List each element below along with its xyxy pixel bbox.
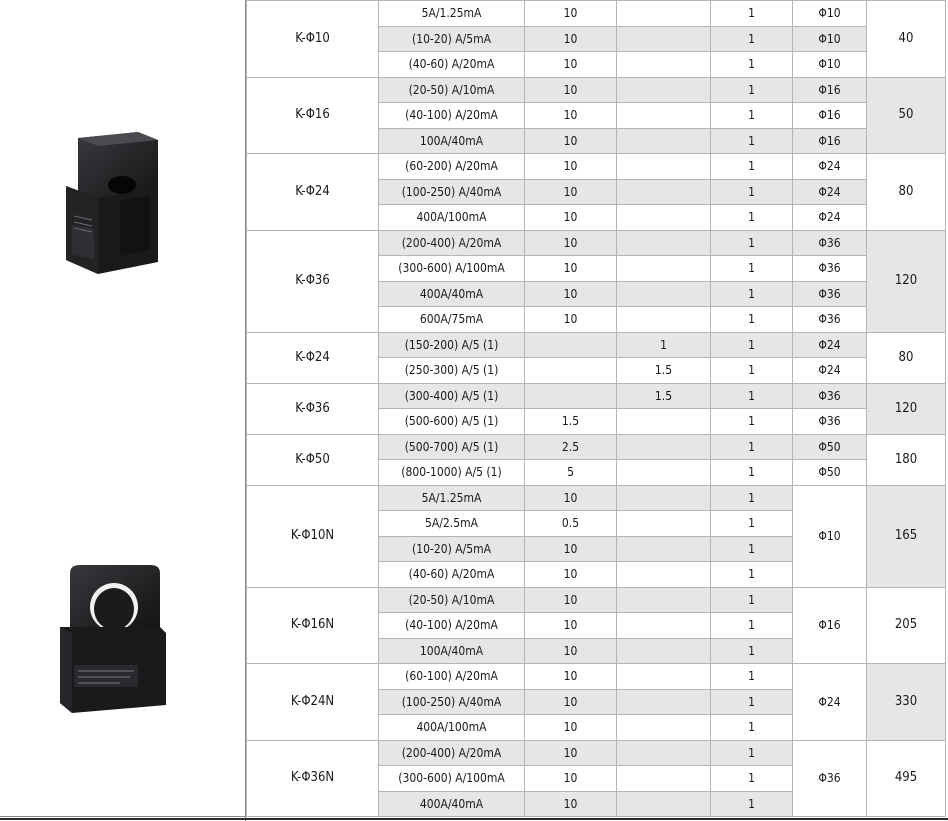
hole-diameter-cell: Φ50 [793, 460, 867, 486]
table-row [247, 587, 946, 613]
accuracy-cell: 10 [525, 179, 617, 205]
quantity-cell: 1 [711, 638, 793, 664]
ratio-cell: (100-250) A/40mA [379, 179, 525, 205]
ct-round-window-photo [0, 487, 246, 819]
accuracy-cell: 0.5 [525, 511, 617, 537]
quantity-cell: 1 [711, 715, 793, 741]
accuracy-class-cell [617, 409, 711, 435]
accuracy-class-cell [617, 256, 711, 282]
table-row [247, 485, 946, 511]
model-cell: K-Φ24N [247, 664, 379, 741]
hole-diameter-cell: Φ36 [793, 307, 867, 333]
accuracy-class-cell [617, 791, 711, 817]
ratio-cell: (60-100) A/20mA [379, 664, 525, 690]
hole-diameter-cell: Φ24 [793, 332, 867, 358]
photo-divider [0, 816, 246, 817]
hole-diameter-cell: Φ10 [793, 485, 867, 587]
quantity-cell: 1 [711, 230, 793, 256]
quantity-cell: 1 [711, 434, 793, 460]
ratio-cell: 100A/40mA [379, 128, 525, 154]
quantity-cell: 1 [711, 26, 793, 52]
price-cell: 495 [867, 740, 946, 817]
ratio-cell: (500-600) A/5 (1) [379, 409, 525, 435]
accuracy-class-cell [617, 715, 711, 741]
accuracy-class-cell: 1.5 [617, 383, 711, 409]
ratio-cell: 5A/1.25mA [379, 485, 525, 511]
hole-diameter-cell: Φ24 [793, 154, 867, 180]
accuracy-cell: 10 [525, 766, 617, 792]
accuracy-cell: 10 [525, 52, 617, 78]
hole-diameter-cell: Φ10 [793, 1, 867, 27]
table-row [247, 434, 946, 460]
hole-diameter-cell: Φ16 [793, 77, 867, 103]
accuracy-class-cell [617, 52, 711, 78]
table-row [247, 740, 946, 766]
table-row [247, 1, 946, 27]
accuracy-cell: 10 [525, 485, 617, 511]
model-cell: K-Φ50 [247, 434, 379, 485]
price-cell: 165 [867, 485, 946, 587]
accuracy-class-cell: 1.5 [617, 358, 711, 384]
accuracy-class-cell [617, 689, 711, 715]
accuracy-cell: 10 [525, 307, 617, 333]
accuracy-class-cell [617, 587, 711, 613]
accuracy-cell: 10 [525, 1, 617, 27]
model-cell: K-Φ10 [247, 1, 379, 78]
product-photo-kn-series [0, 487, 246, 819]
quantity-cell: 1 [711, 205, 793, 231]
accuracy-class-cell [617, 307, 711, 333]
quantity-cell: 1 [711, 791, 793, 817]
table-bottom-rule [0, 818, 948, 820]
ratio-cell: (40-100) A/20mA [379, 613, 525, 639]
table-row [247, 154, 946, 180]
accuracy-cell: 10 [525, 230, 617, 256]
accuracy-class-cell [617, 1, 711, 27]
accuracy-cell: 10 [525, 664, 617, 690]
ratio-cell: 400A/100mA [379, 715, 525, 741]
accuracy-class-cell [617, 460, 711, 486]
quantity-cell: 1 [711, 587, 793, 613]
quantity-cell: 1 [711, 154, 793, 180]
product-photo-k-series [0, 0, 246, 487]
quantity-cell: 1 [711, 52, 793, 78]
accuracy-class-cell [617, 281, 711, 307]
accuracy-class-cell [617, 103, 711, 129]
accuracy-cell [525, 358, 617, 384]
quantity-cell: 1 [711, 103, 793, 129]
model-cell: K-Φ36 [247, 383, 379, 434]
accuracy-class-cell [617, 434, 711, 460]
accuracy-cell: 10 [525, 791, 617, 817]
hole-diameter-cell: Φ24 [793, 664, 867, 741]
accuracy-class-cell [617, 154, 711, 180]
ratio-cell: (20-50) A/10mA [379, 587, 525, 613]
hole-diameter-cell: Φ36 [793, 230, 867, 256]
accuracy-class-cell [617, 511, 711, 537]
quantity-cell: 1 [711, 766, 793, 792]
model-cell: K-Φ36 [247, 230, 379, 332]
accuracy-cell: 10 [525, 128, 617, 154]
price-cell: 40 [867, 1, 946, 78]
quantity-cell: 1 [711, 689, 793, 715]
ratio-cell: (10-20) A/5mA [379, 26, 525, 52]
model-cell: K-Φ16 [247, 77, 379, 154]
price-cell: 330 [867, 664, 946, 741]
quantity-cell: 1 [711, 128, 793, 154]
quantity-cell: 1 [711, 358, 793, 384]
table-row [247, 230, 946, 256]
accuracy-cell: 10 [525, 26, 617, 52]
price-cell: 120 [867, 230, 946, 332]
quantity-cell: 1 [711, 409, 793, 435]
accuracy-class-cell [617, 485, 711, 511]
accuracy-cell: 10 [525, 281, 617, 307]
quantity-cell: 1 [711, 460, 793, 486]
ratio-cell: (200-400) A/20mA [379, 230, 525, 256]
accuracy-cell: 10 [525, 562, 617, 588]
ratio-cell: 600A/75mA [379, 307, 525, 333]
ratio-cell: (300-600) A/100mA [379, 766, 525, 792]
ratio-cell: 5A/2.5mA [379, 511, 525, 537]
hole-diameter-cell: Φ24 [793, 358, 867, 384]
hole-diameter-cell: Φ50 [793, 434, 867, 460]
hole-diameter-cell: Φ16 [793, 128, 867, 154]
quantity-cell: 1 [711, 613, 793, 639]
ratio-cell: (40-60) A/20mA [379, 562, 525, 588]
accuracy-class-cell [617, 638, 711, 664]
hole-diameter-cell: Φ16 [793, 587, 867, 664]
hole-diameter-cell: Φ36 [793, 740, 867, 817]
column-divider [245, 0, 246, 821]
model-cell: K-Φ24 [247, 332, 379, 383]
ratio-cell: (20-50) A/10mA [379, 77, 525, 103]
hole-diameter-cell: Φ36 [793, 409, 867, 435]
hole-diameter-cell: Φ36 [793, 383, 867, 409]
accuracy-class-cell [617, 562, 711, 588]
ratio-cell: 400A/100mA [379, 205, 525, 231]
price-cell: 80 [867, 154, 946, 231]
accuracy-cell: 10 [525, 77, 617, 103]
price-cell: 120 [867, 383, 946, 434]
ratio-cell: (10-20) A/5mA [379, 536, 525, 562]
accuracy-cell: 10 [525, 536, 617, 562]
ratio-cell: (500-700) A/5 (1) [379, 434, 525, 460]
accuracy-class-cell [617, 230, 711, 256]
accuracy-cell: 10 [525, 689, 617, 715]
accuracy-cell: 2.5 [525, 434, 617, 460]
ct-spec-table [246, 0, 946, 817]
ratio-cell: (300-600) A/100mA [379, 256, 525, 282]
accuracy-cell: 10 [525, 638, 617, 664]
quantity-cell: 1 [711, 664, 793, 690]
quantity-cell: 1 [711, 332, 793, 358]
accuracy-class-cell: 1 [617, 332, 711, 358]
table-row [247, 332, 946, 358]
hole-diameter-cell: Φ24 [793, 205, 867, 231]
accuracy-cell: 10 [525, 715, 617, 741]
accuracy-cell: 10 [525, 740, 617, 766]
ratio-cell: (300-400) A/5 (1) [379, 383, 525, 409]
ratio-cell: (100-250) A/40mA [379, 689, 525, 715]
ratio-cell: (40-60) A/20mA [379, 52, 525, 78]
quantity-cell: 1 [711, 307, 793, 333]
hole-diameter-cell: Φ10 [793, 26, 867, 52]
accuracy-class-cell [617, 664, 711, 690]
accuracy-class-cell [617, 536, 711, 562]
accuracy-cell [525, 383, 617, 409]
hole-diameter-cell: Φ36 [793, 281, 867, 307]
price-cell: 205 [867, 587, 946, 664]
quantity-cell: 1 [711, 511, 793, 537]
accuracy-cell: 1.5 [525, 409, 617, 435]
quantity-cell: 1 [711, 256, 793, 282]
ratio-cell: (60-200) A/20mA [379, 154, 525, 180]
model-cell: K-Φ36N [247, 740, 379, 817]
accuracy-cell [525, 332, 617, 358]
quantity-cell: 1 [711, 1, 793, 27]
ratio-cell: 400A/40mA [379, 281, 525, 307]
hole-diameter-cell: Φ24 [793, 179, 867, 205]
accuracy-class-cell [617, 205, 711, 231]
price-cell: 50 [867, 77, 946, 154]
model-cell: K-Φ10N [247, 485, 379, 587]
ratio-cell: (150-200) A/5 (1) [379, 332, 525, 358]
ct-square-photo [0, 0, 246, 487]
accuracy-class-cell [617, 77, 711, 103]
accuracy-cell: 10 [525, 587, 617, 613]
ratio-cell: (40-100) A/20mA [379, 103, 525, 129]
table-row [247, 664, 946, 690]
accuracy-class-cell [617, 26, 711, 52]
quantity-cell: 1 [711, 740, 793, 766]
accuracy-class-cell [617, 179, 711, 205]
accuracy-class-cell [617, 613, 711, 639]
ratio-cell: (200-400) A/20mA [379, 740, 525, 766]
price-cell: 80 [867, 332, 946, 383]
ratio-cell: 5A/1.25mA [379, 1, 525, 27]
accuracy-cell: 10 [525, 613, 617, 639]
hole-diameter-cell: Φ10 [793, 52, 867, 78]
price-cell: 180 [867, 434, 946, 485]
accuracy-cell: 5 [525, 460, 617, 486]
ratio-cell: 100A/40mA [379, 638, 525, 664]
quantity-cell: 1 [711, 383, 793, 409]
model-cell: K-Φ16N [247, 587, 379, 664]
quantity-cell: 1 [711, 77, 793, 103]
accuracy-cell: 10 [525, 205, 617, 231]
hole-diameter-cell: Φ16 [793, 103, 867, 129]
hole-diameter-cell: Φ36 [793, 256, 867, 282]
accuracy-class-cell [617, 740, 711, 766]
table-row [247, 77, 946, 103]
accuracy-class-cell [617, 128, 711, 154]
quantity-cell: 1 [711, 536, 793, 562]
quantity-cell: 1 [711, 485, 793, 511]
quantity-cell: 1 [711, 179, 793, 205]
ratio-cell: 400A/40mA [379, 791, 525, 817]
model-cell: K-Φ24 [247, 154, 379, 231]
accuracy-cell: 10 [525, 103, 617, 129]
accuracy-cell: 10 [525, 256, 617, 282]
accuracy-cell: 10 [525, 154, 617, 180]
table-row [247, 383, 946, 409]
accuracy-class-cell [617, 766, 711, 792]
ratio-cell: (250-300) A/5 (1) [379, 358, 525, 384]
quantity-cell: 1 [711, 562, 793, 588]
quantity-cell: 1 [711, 281, 793, 307]
label-sticker [74, 665, 138, 687]
ratio-cell: (800-1000) A/5 (1) [379, 460, 525, 486]
